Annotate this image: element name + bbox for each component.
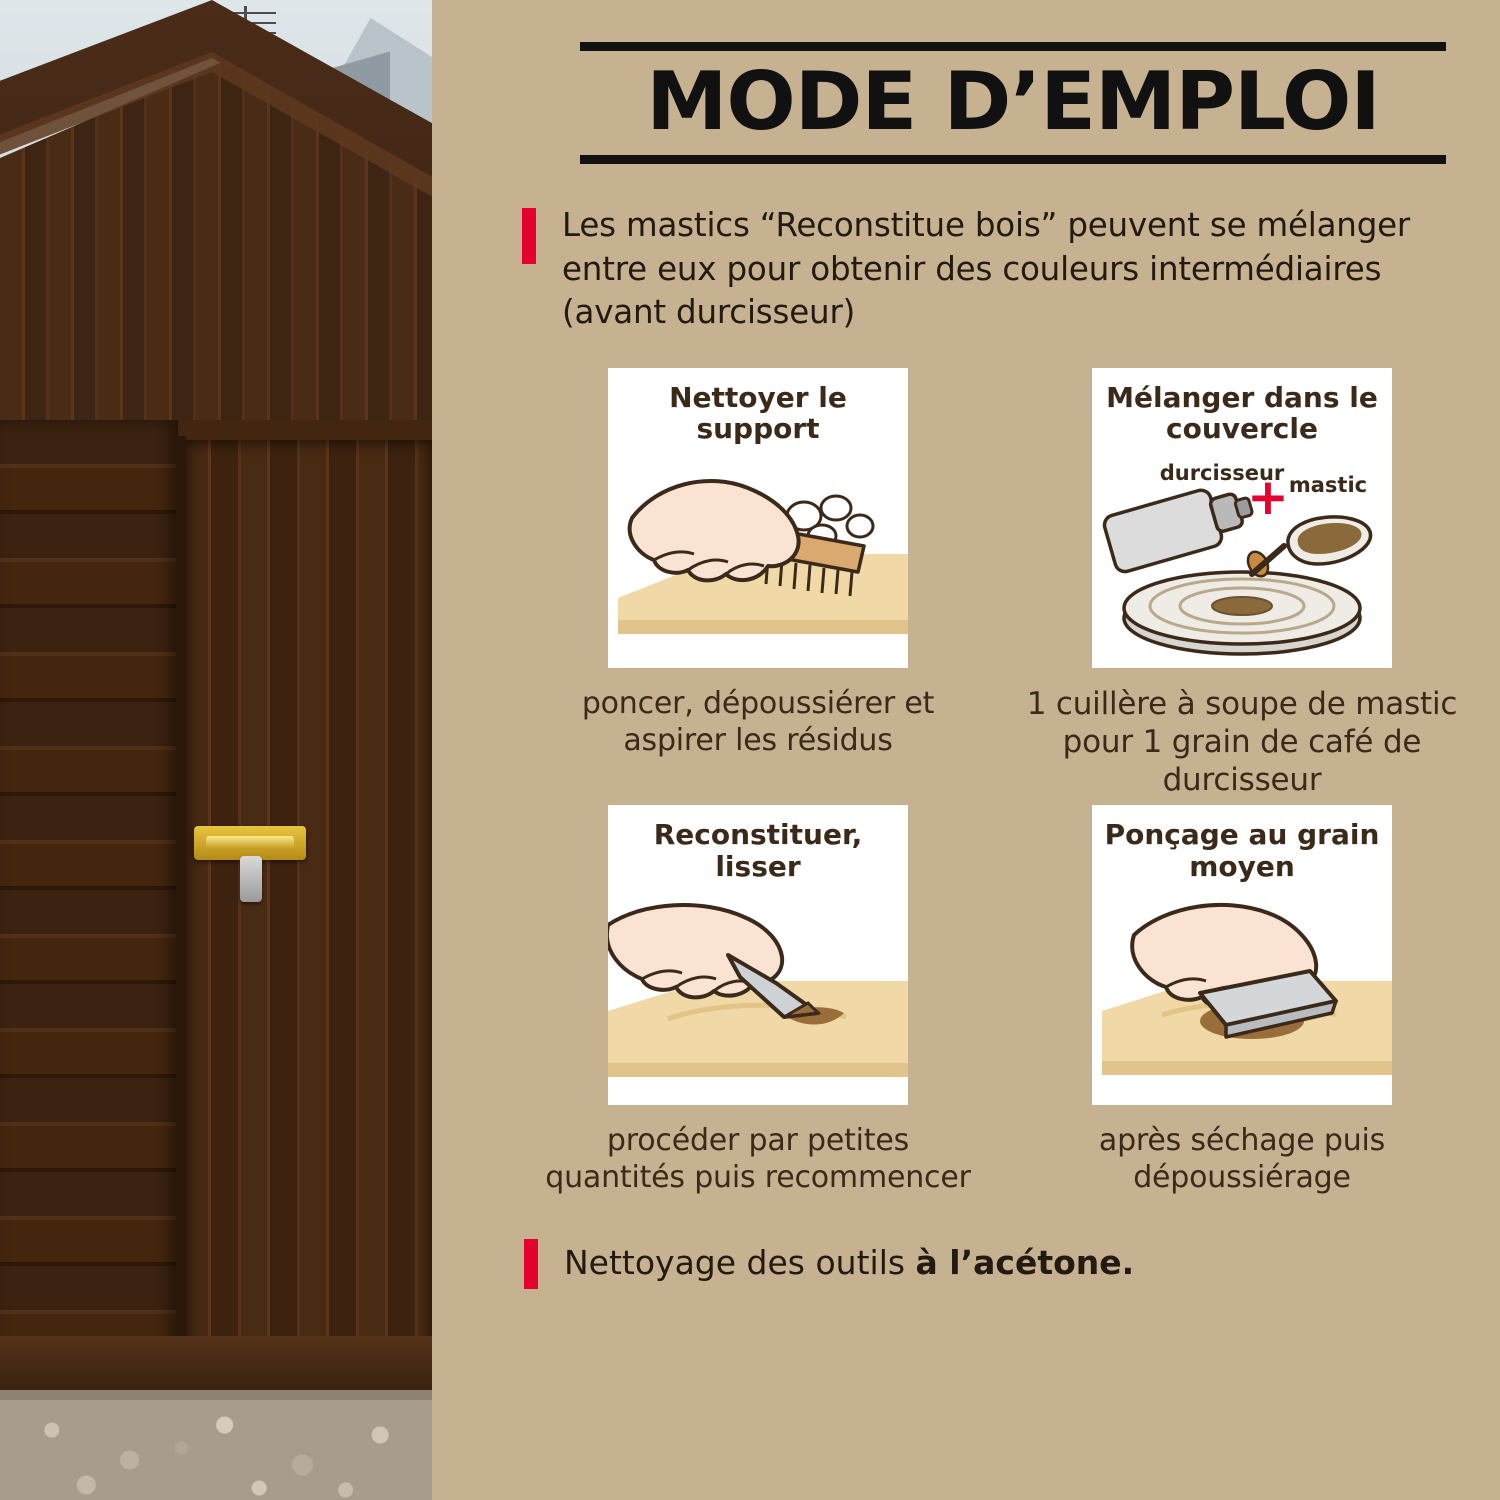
step-caption: après séchage puis dépoussiérage <box>1098 1123 1386 1196</box>
title-rule-bottom <box>580 155 1446 164</box>
intro-accent-bar <box>522 208 536 264</box>
step-caption: poncer, dépoussiérer et aspirer les résidus <box>581 686 935 758</box>
step-caption: 1 cuillère à soupe de mastic pour 1 grain de café de durcisseur <box>1026 686 1458 798</box>
step-poncage <box>1024 805 1460 1196</box>
step-title: Reconstituer, lisser <box>653 818 863 883</box>
gravel-ground <box>0 1400 432 1500</box>
door-latch-bar <box>206 836 294 849</box>
footer-text <box>564 1243 1134 1282</box>
intro-text: Les mastics “Reconstitue bois” peuvent se mélanger entre eux pour obtenir des couleurs intermédiaires (avant durcisseur) <box>562 206 1411 331</box>
shed-photo <box>0 0 432 1500</box>
door-frame <box>176 436 186 1432</box>
plus-sign: + <box>1247 468 1289 527</box>
steps-grid <box>540 368 1460 1197</box>
step-melanger <box>1024 368 1460 799</box>
page-title: MODE D’EMPLOI <box>646 55 1380 148</box>
step-caption: procéder par petites quantités puis recommencer <box>545 1123 971 1196</box>
footer-text-bold: à l’acétone. <box>915 1243 1135 1283</box>
step-card <box>608 368 908 668</box>
step-reconstituer <box>540 805 976 1196</box>
door-latch-hook <box>240 856 262 902</box>
intro-block <box>522 204 1440 334</box>
step-card <box>608 805 908 1105</box>
shed-door <box>182 440 432 1430</box>
instructions-panel <box>432 0 1500 1500</box>
step-card <box>1092 368 1392 668</box>
step-title: Ponçage au grain moyen <box>1104 818 1380 883</box>
footer-note <box>524 1237 1440 1289</box>
hardener-label: durcisseur <box>1159 461 1285 486</box>
footer-accent-bar <box>524 1239 538 1289</box>
shed-wall-left <box>0 420 178 1430</box>
step-title: Mélanger dans le couvercle <box>1106 381 1378 446</box>
title-block <box>580 42 1446 164</box>
filler-label: mastic <box>1288 473 1368 498</box>
footer-text-normal: Nettoyage des outils <box>564 1243 916 1283</box>
step-title: Nettoyer le support <box>669 381 847 446</box>
step-card <box>1092 805 1392 1105</box>
step-nettoyer <box>540 368 976 799</box>
title-rule-top <box>580 42 1446 51</box>
